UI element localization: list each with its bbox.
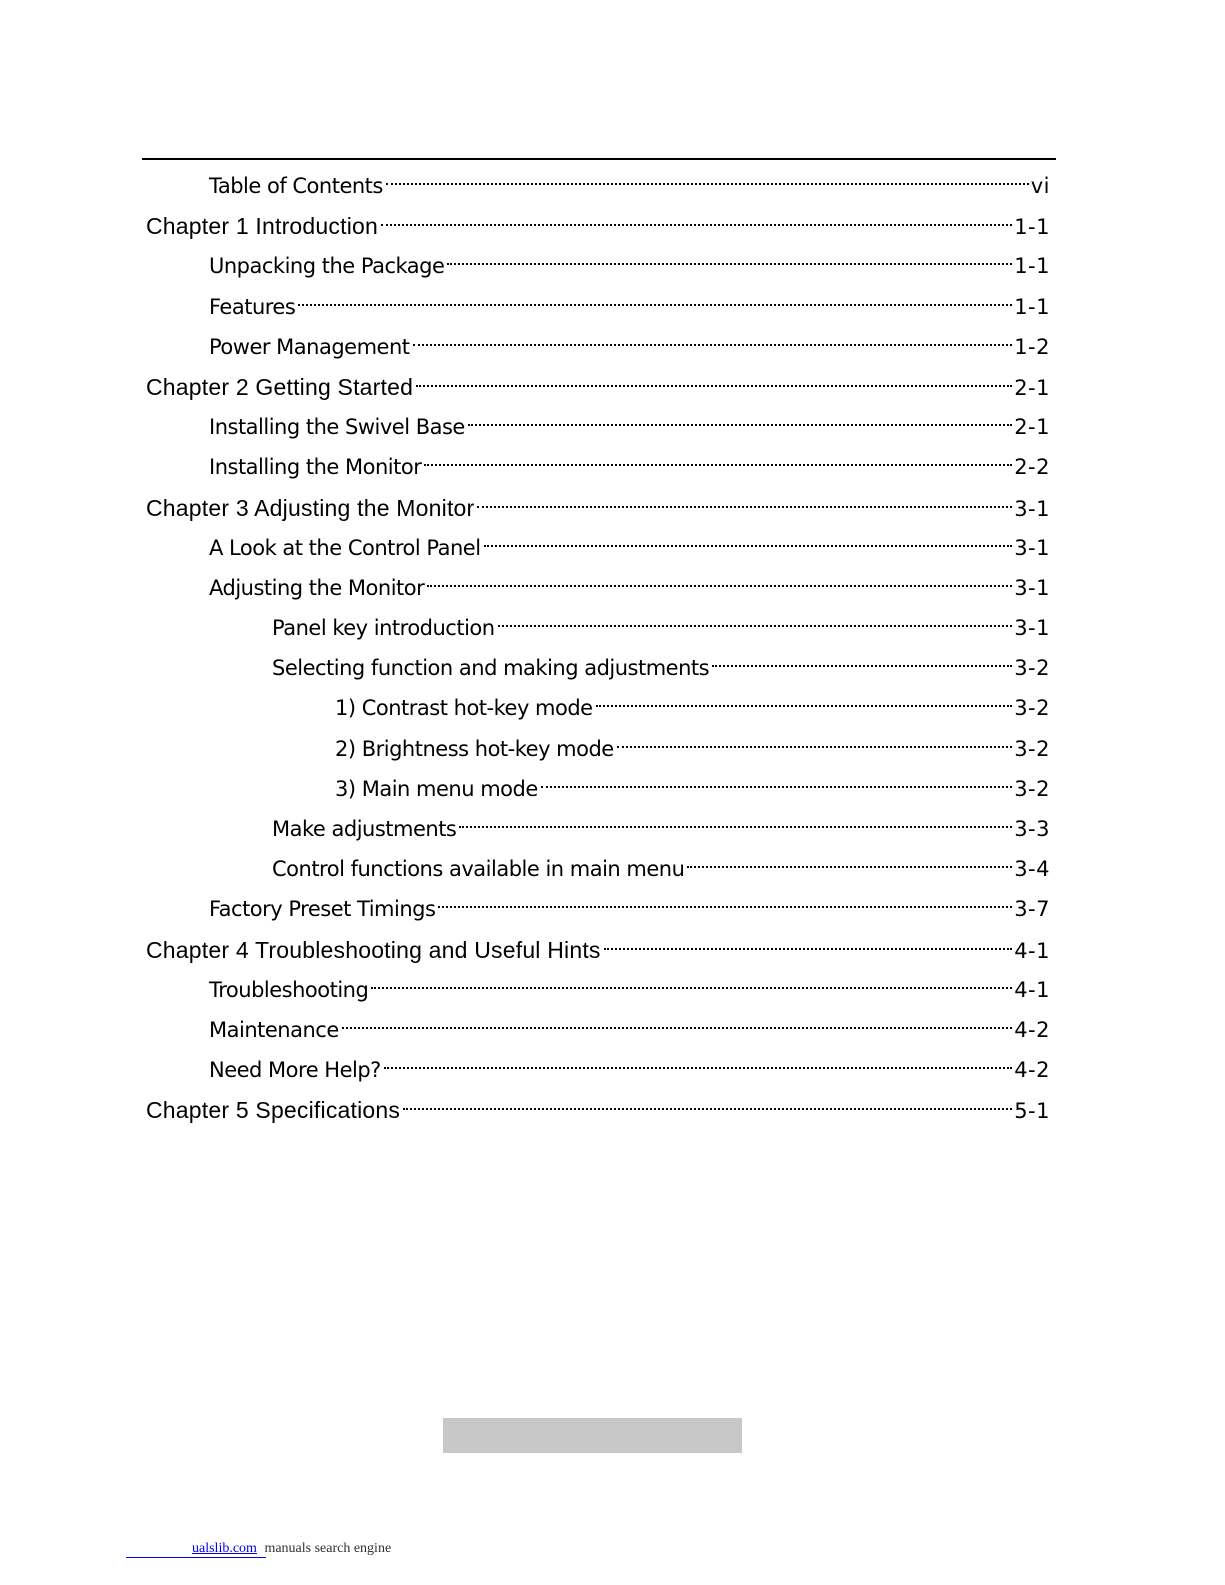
toc-entry[interactable] — [146, 1010, 1050, 1050]
toc-chapter-entry[interactable] — [146, 930, 1050, 970]
toc-page-number: 3-2 — [1014, 736, 1050, 761]
toc-page-number: 3-3 — [1014, 817, 1050, 841]
toc-dot-leader — [712, 665, 1012, 667]
toc-dot-leader — [438, 906, 1012, 908]
toc-dot-leader — [447, 263, 1012, 265]
toc-entry-label: Installing the Swivel Base — [209, 415, 465, 440]
toc-entry[interactable] — [146, 608, 1050, 648]
toc-entry[interactable] — [146, 528, 1050, 568]
table-of-contents — [146, 166, 1050, 1131]
toc-entry[interactable] — [146, 729, 1050, 769]
toc-page-number: 3-1 — [1014, 616, 1050, 641]
toc-page-number: 5-1 — [1014, 1099, 1050, 1124]
toc-entry-label: Selecting function and making adjustments — [272, 656, 710, 681]
toc-dot-leader — [384, 1067, 1012, 1069]
toc-page-number: 1-1 — [1014, 254, 1050, 279]
toc-entry[interactable] — [146, 166, 1050, 206]
toc-entry-label: Maintenance — [209, 1017, 339, 1042]
toc-entry-label: Unpacking the Package — [209, 254, 445, 279]
toc-page-number: 1-1 — [1014, 294, 1050, 319]
watermark-link-underline — [126, 1557, 266, 1558]
toc-page-number: 1-1 — [1014, 215, 1050, 240]
toc-dot-leader — [617, 746, 1012, 748]
toc-entry-label: Make adjustments — [272, 817, 457, 841]
toc-entry[interactable] — [146, 648, 1050, 688]
toc-dot-leader — [403, 1108, 1012, 1110]
toc-page-number: 3-2 — [1014, 696, 1050, 721]
toc-dot-leader — [371, 987, 1012, 989]
toc-dot-leader — [484, 545, 1013, 547]
toc-entry-label: Need More Help? — [209, 1058, 381, 1083]
toc-chapter-entry[interactable] — [146, 488, 1050, 528]
toc-dot-leader — [386, 183, 1029, 185]
toc-page-number: 1-2 — [1014, 334, 1050, 359]
toc-entry[interactable] — [146, 688, 1050, 728]
toc-entry[interactable] — [146, 769, 1050, 809]
toc-entry-label: Chapter 2 Getting Started — [146, 373, 414, 400]
toc-dot-leader — [541, 786, 1012, 788]
toc-chapter-entry[interactable] — [146, 206, 1050, 246]
toc-page-number: 3-1 — [1014, 496, 1050, 521]
toc-entry-label: Installing the Monitor — [209, 455, 422, 480]
toc-dot-leader — [298, 304, 1012, 306]
toc-dot-leader — [477, 506, 1012, 508]
toc-page-number: 2-2 — [1014, 455, 1050, 480]
toc-dot-leader — [342, 1027, 1012, 1029]
toc-entry-label: Table of Contents — [209, 174, 383, 198]
toc-dot-leader — [416, 385, 1012, 387]
toc-page-number: 4-2 — [1014, 1058, 1050, 1083]
toc-chapter-entry[interactable] — [146, 367, 1050, 407]
toc-entry[interactable] — [146, 889, 1050, 929]
toc-dot-leader — [596, 705, 1013, 707]
toc-dot-leader — [468, 424, 1012, 426]
toc-page-number: 3-2 — [1014, 656, 1050, 681]
toc-dot-leader — [424, 464, 1012, 466]
toc-entry[interactable] — [146, 447, 1050, 487]
toc-entry-label: A Look at the Control Panel — [209, 535, 481, 560]
page-number-box — [443, 1418, 742, 1453]
toc-page-number: 3-1 — [1014, 535, 1050, 560]
toc-page-number: 4-1 — [1014, 938, 1050, 963]
toc-dot-leader — [413, 344, 1013, 346]
toc-entry-label: 2) Brightness hot-key mode — [335, 736, 614, 761]
toc-chapter-entry[interactable] — [146, 1090, 1050, 1130]
toc-dot-leader — [459, 826, 1012, 828]
toc-dot-leader — [427, 585, 1012, 587]
toc-entry[interactable] — [146, 849, 1050, 889]
watermark-tagline: manuals search engine — [264, 1541, 392, 1556]
toc-entry-label: Troubleshooting — [209, 977, 369, 1002]
toc-entry-label: Chapter 4 Troubleshooting and Useful Hints — [146, 936, 601, 963]
toc-entry-label: Chapter 1 Introduction — [146, 213, 378, 240]
watermark — [192, 1541, 391, 1557]
toc-page-number: 4-1 — [1014, 977, 1050, 1002]
toc-entry[interactable] — [146, 568, 1050, 608]
toc-dot-leader — [498, 625, 1013, 627]
toc-entry-label: Power Management — [209, 334, 410, 359]
toc-page-number: 3-7 — [1014, 897, 1050, 922]
toc-page-number: 4-2 — [1014, 1017, 1050, 1042]
toc-entry-label: Factory Preset Timings — [209, 897, 436, 922]
toc-entry[interactable] — [146, 970, 1050, 1010]
watermark-site-link[interactable]: ualslib.com — [192, 1541, 257, 1556]
toc-page-number: 3-2 — [1014, 776, 1050, 801]
toc-entry[interactable] — [146, 1050, 1050, 1090]
toc-page-number: vi — [1030, 174, 1050, 198]
toc-page-number: 2-1 — [1014, 375, 1050, 400]
toc-entry[interactable] — [146, 327, 1050, 367]
toc-entry[interactable] — [146, 287, 1050, 327]
toc-dot-leader — [687, 866, 1012, 868]
top-rule — [142, 158, 1056, 160]
toc-entry-label: 3) Main menu mode — [335, 776, 538, 801]
toc-entry-label: Control functions available in main menu — [272, 857, 685, 882]
toc-dot-leader — [604, 948, 1013, 950]
toc-page-number: 2-1 — [1014, 415, 1050, 440]
toc-entry[interactable] — [146, 407, 1050, 447]
toc-entry-label: Chapter 5 Specifications — [146, 1097, 401, 1124]
toc-entry-label: Adjusting the Monitor — [209, 575, 425, 600]
toc-dot-leader — [381, 224, 1012, 226]
toc-entry[interactable] — [146, 246, 1050, 286]
toc-entry-label: 1) Contrast hot-key mode — [335, 696, 593, 721]
toc-page-number: 3-4 — [1014, 857, 1050, 882]
toc-entry-label: Chapter 3 Adjusting the Monitor — [146, 494, 475, 521]
toc-entry[interactable] — [146, 809, 1050, 849]
toc-entry-label: Features — [209, 294, 296, 319]
toc-entry-label: Panel key introduction — [272, 616, 495, 641]
toc-page-number: 3-1 — [1014, 575, 1050, 600]
